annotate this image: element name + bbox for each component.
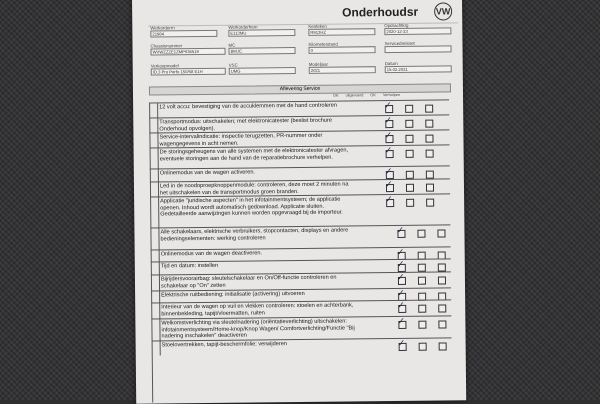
handwritten-check-icon: ✓ xyxy=(396,258,405,269)
checkbox[interactable] xyxy=(419,343,427,351)
handwritten-check-icon: ✓ xyxy=(397,299,405,310)
document-title: Onderhoudsr xyxy=(342,4,419,20)
checklist-item-text: Applicatie "juridische aspecten" in het infotainmentsysteem; de applicatie openen. Inhoud wordt automatisch gedownload. Applicatie sluiten. Gedetailleerde aanwijzingen kunnen worden opgevraagd bij de importeur. xyxy=(160,196,343,218)
checkbox[interactable] xyxy=(405,105,413,113)
legend-ok: OK xyxy=(333,93,339,98)
checkbox[interactable] xyxy=(405,135,413,143)
row-number-cell xyxy=(149,103,158,118)
checkbox[interactable] xyxy=(425,135,433,143)
checklist-item-text: 12 volt accu: bevestiging van de accuklemmen met de hand controleren xyxy=(159,102,338,111)
row-number-cell xyxy=(150,148,159,169)
checkbox[interactable] xyxy=(437,229,445,237)
row-number-cell xyxy=(152,341,161,355)
row-number-cell xyxy=(151,319,160,341)
checkbox[interactable] xyxy=(418,321,426,329)
checklist-item-text: Onlinemodus van de wagen activeren. xyxy=(159,169,256,177)
checkbox[interactable] xyxy=(418,277,426,285)
handwritten-check-icon: ✓ xyxy=(384,145,393,156)
row-number-cell xyxy=(151,303,160,319)
checkbox[interactable] xyxy=(425,105,433,113)
checklist-item-text: Welkomstverlichting via sleutelnadering (oriëntatieverlichting) uitschakelen: infotainmentsysteem/Home-knop/Knop Wagen/ Comfortverlichting/Functie "Bij nadering inschakelen" deactiveren xyxy=(161,318,355,340)
checkbox[interactable] xyxy=(438,276,446,284)
handwritten-check-icon: ✓ xyxy=(396,271,405,282)
handwritten-check-icon: ✓ xyxy=(396,224,405,235)
row-number-cell xyxy=(150,197,159,228)
checklist-row xyxy=(152,337,452,355)
handwritten-check-icon: ✓ xyxy=(384,179,393,190)
field-opdracht: Opdrachtkrg 2020-12-23 xyxy=(384,22,451,35)
handwritten-check-icon: ✓ xyxy=(384,166,393,177)
section-title: Aflevering Service xyxy=(149,83,451,95)
checkbox[interactable] xyxy=(406,171,414,179)
checklist-item-text: Alle schakelaars, elektrische verbruikers, stopcontacten, displays en andere bedieningselementen: werking controleren xyxy=(160,227,349,243)
checklist-item-text: Led in de noodoproepknoppenmodule: controleren, deze moet 2 minuten na het uitschakelen van de transportmodus groen branden. xyxy=(159,181,349,197)
field-kenteken: Kenteken R913HZ xyxy=(308,23,375,36)
checkbox[interactable] xyxy=(418,305,426,313)
checkbox[interactable] xyxy=(438,304,446,312)
handwritten-check-icon: ✓ xyxy=(396,246,405,257)
checkbox[interactable] xyxy=(406,199,414,207)
checklist-item-text: Elektrische ruitbediening: initialisatie (activering) uitvoeren xyxy=(161,290,305,299)
legend-ok-2: OK xyxy=(370,93,376,98)
checkbox[interactable] xyxy=(425,120,433,128)
field-werkorder: Werkorderrn 21984 xyxy=(150,25,217,38)
vw-logo-icon: VW xyxy=(434,2,452,20)
checklist-table xyxy=(149,99,449,349)
checkbox[interactable] xyxy=(405,120,413,128)
field-servicedrelsnet: Servicedrelsnet xyxy=(384,40,451,53)
checklist-item-text: Transportmodus: uitschakelen; met elektronicatester (beslist brochure Onderhoud opvolgen). xyxy=(159,117,332,133)
handwritten-check-icon: ✓ xyxy=(384,130,393,141)
checkbox[interactable] xyxy=(426,184,434,192)
handwritten-check-icon: ✓ xyxy=(385,194,393,205)
checkbox[interactable] xyxy=(406,184,414,192)
field-mc: MC BMJC xyxy=(228,42,295,55)
checkbox[interactable] xyxy=(426,199,434,207)
field-kilometerstand: Kilometerstand 0 xyxy=(308,41,375,54)
row-number-cell xyxy=(150,228,159,250)
row-number-cell xyxy=(150,182,159,197)
checklist-item-text: Service-intervalindicatie: inspectie terugzetten, PR-nummer onder wagengegevens in acht nemen. xyxy=(159,132,323,148)
vehicle-info-grid xyxy=(148,22,459,85)
handwritten-check-icon: ✓ xyxy=(397,287,405,298)
checklist-item-text: Onlinemodus van de wagen deactiveren. xyxy=(160,250,263,258)
checklist-item-text: Bijrijdersvoorairbag: sleutelschakelaar en On/Off-functie controleren en schakelaar op "On" zetten xyxy=(160,274,337,290)
legend-uitgevoerd: uitgevoerd xyxy=(345,93,364,98)
row-number-cell xyxy=(149,133,158,148)
checkbox[interactable] xyxy=(426,171,434,179)
row-number-cell xyxy=(151,275,160,291)
field-vsc: VSC UMG xyxy=(229,62,296,75)
field-chassisnummer: Chassisnummer WVWZZZE1ZMP036519 xyxy=(150,43,225,56)
service-document xyxy=(132,0,466,404)
checkbox[interactable] xyxy=(406,150,414,158)
checkbox[interactable] xyxy=(438,320,446,328)
field-datum: Datum 15.02.2021 xyxy=(385,60,452,73)
checkbox[interactable] xyxy=(438,263,446,271)
legend-verholpen: Verholpen xyxy=(382,92,401,98)
field-modeljaar: Modeljaar 2021 xyxy=(309,61,376,74)
handwritten-check-icon: ✓ xyxy=(397,315,405,326)
checklist-item-text: Tijd en datum: instellen xyxy=(160,262,219,270)
checkbox[interactable] xyxy=(418,264,426,272)
checklist-row xyxy=(150,193,450,228)
field-werkorderfrem: Werkorderfrem E113MU xyxy=(228,24,295,37)
handwritten-check-icon: ✓ xyxy=(384,115,392,126)
checkbox[interactable] xyxy=(426,150,434,158)
handwritten-check-icon: ✓ xyxy=(384,100,392,111)
checkbox[interactable] xyxy=(439,342,447,350)
row-number-cell xyxy=(149,118,158,133)
checklist-item-text: De storingsgeheugens van alle systemen met de elektronicatester afvragen, eventuele storingen aan de hand van de reparatiebrochure verhelpen. xyxy=(159,147,349,163)
field-verkoopmodel: Verkoopmodel ID.3 Pro Perfo 150/58 E1H xyxy=(151,63,226,76)
checkbox-legend xyxy=(333,93,406,98)
checklist-item-text: Stoelovertrekken, tapijt-beschermfolie: verwijderen xyxy=(161,341,287,349)
checkbox[interactable] xyxy=(417,230,425,238)
handwritten-check-icon: ✓ xyxy=(397,337,406,348)
checklist-item-text: Interieur van de wagen op vuil en vlekken controleren: stoelen en achterbank, binnenbekleding, tapijt/vloermatten, ruiten xyxy=(161,302,354,318)
